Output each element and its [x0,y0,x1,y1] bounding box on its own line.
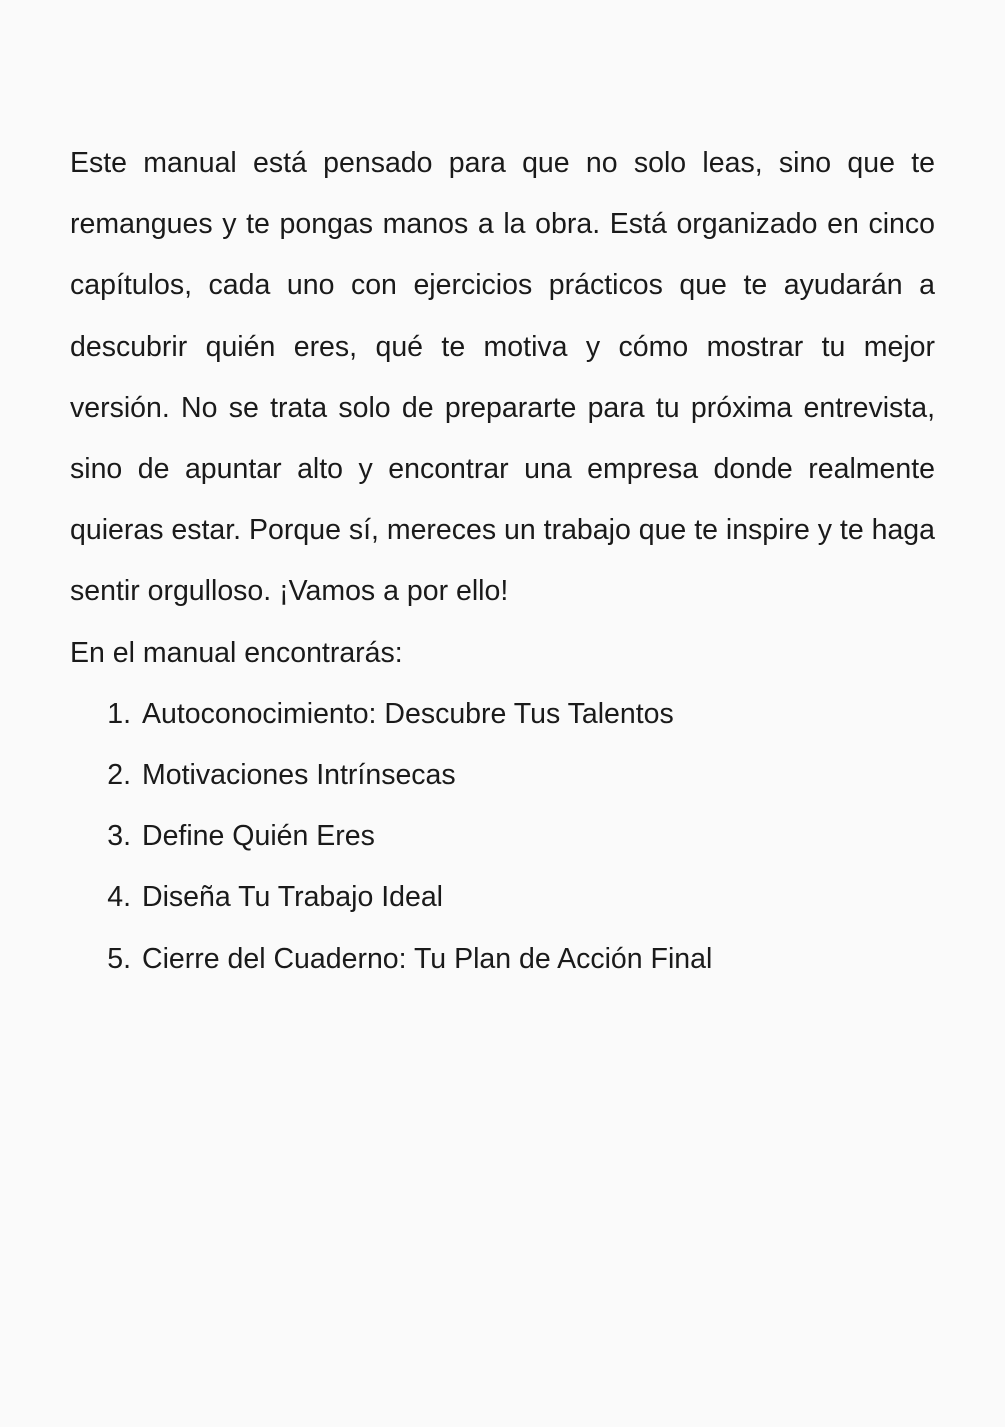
chapter-item [70,806,935,867]
chapter-item [70,929,935,990]
chapter-title: Define Quién Eres [142,820,375,853]
document-page [70,133,935,990]
chapter-number: 1. [107,697,131,730]
chapter-number: 3. [107,820,131,853]
chapter-item [70,745,935,806]
chapter-item [70,684,935,745]
chapter-title: Diseña Tu Trabajo Ideal [142,881,444,914]
list-heading: En el manual encontrarás: [70,636,403,669]
chapter-number: 5. [107,942,131,975]
chapter-title: Cierre del Cuaderno: Tu Plan de Acción Final [142,942,713,975]
chapter-list [70,684,935,990]
chapter-title: Autoconocimiento: Descubre Tus Talentos [142,697,674,730]
chapter-number: 2. [107,759,131,792]
intro-paragraph: Este manual está pensado para que no solo leas, sino que te remangues y te pongas manos a la obra. Está organizado en cinco capítulos, cada uno con ejercicios prácticos que te ayudarán a descubrir quién eres, qué te motiva y cómo mostrar tu mejor versión. No se trata solo de prepararte para tu próxima entrevista, sino de apuntar alto y encontrar una empresa donde realmente quieras estar. Porque sí, mereces un trabajo que te inspire y te haga sentir orgulloso. ¡Vamos a por ello! [70,147,936,608]
chapter-title: Motivaciones Intrínsecas [142,759,456,792]
chapter-number: 4. [107,881,131,914]
chapter-item [70,867,935,928]
